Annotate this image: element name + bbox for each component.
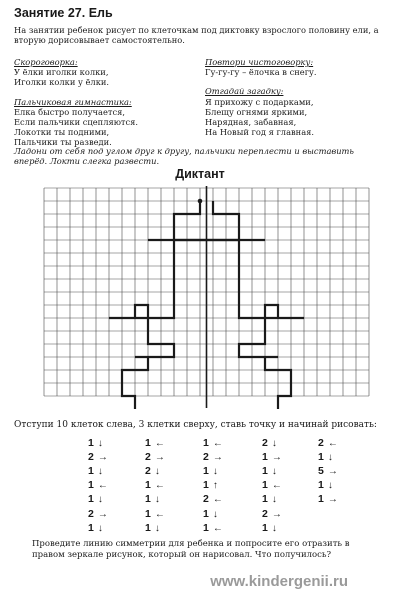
command-count: 1 <box>262 465 268 478</box>
dictation-command <box>145 479 165 491</box>
dictation-command <box>88 479 108 491</box>
dictation-command <box>318 493 338 505</box>
command-count: 1 <box>145 493 151 506</box>
dictation-command <box>203 522 223 534</box>
arrow-left-icon: ← <box>154 480 165 492</box>
command-count: 5 <box>318 465 324 478</box>
dictation-start-instruction: Отступи 10 клеток слева, 3 клетки сверху, ставь точку и начинай рисовать: <box>14 420 377 430</box>
command-count: 1 <box>88 493 94 506</box>
dictation-command <box>203 451 223 463</box>
arrow-right-icon: → <box>327 466 338 478</box>
arrow-left-icon: ← <box>154 508 165 520</box>
start-dot <box>198 199 203 204</box>
dictation-command <box>145 451 165 463</box>
arrow-down-icon: ↓ <box>327 480 333 492</box>
arrow-down-icon: ↓ <box>271 494 277 506</box>
dictation-command <box>318 451 333 463</box>
finger-gym-line: Если пальчики сцепляются. <box>14 117 139 128</box>
finger-gym-heading: Пальчиковая гимнастика: <box>14 96 132 107</box>
arrow-right-icon: → <box>327 494 338 506</box>
dictation-command <box>203 437 223 449</box>
command-count: 1 <box>88 479 94 492</box>
dictation-command <box>145 522 160 534</box>
command-count: 2 <box>262 437 268 449</box>
arrow-right-icon: → <box>97 452 108 464</box>
dictation-command <box>262 493 277 505</box>
command-count: 1 <box>318 479 324 492</box>
tongue-twister-line: Иголки колки у ёлки. <box>14 77 110 88</box>
command-count: 1 <box>145 521 151 534</box>
command-count: 1 <box>318 451 324 464</box>
finger-gym-line: Пальчики ты разведи. <box>14 137 112 148</box>
command-count: 1 <box>88 437 94 449</box>
command-count: 2 <box>88 507 94 520</box>
dictation-command <box>318 437 338 449</box>
arrow-down-icon: ↓ <box>271 438 277 449</box>
arrow-left-icon: ← <box>212 494 223 506</box>
command-count: 2 <box>203 451 209 464</box>
dictation-title: Диктант <box>175 167 225 181</box>
dictation-command <box>262 479 282 491</box>
command-count: 2 <box>262 507 268 520</box>
arrow-left-icon: ← <box>327 438 338 449</box>
arrow-left-icon: ← <box>154 438 165 449</box>
command-count: 1 <box>203 507 209 520</box>
dictation-closing: Проведите линию симметрии для ребенка и попросите его отразить в правом зеркале рисунок, который он нарисовал. Что получилось? <box>32 539 350 560</box>
patter-line: Гу-гу-гу – ёлочка в снегу. <box>205 67 317 78</box>
dictation-command <box>203 479 218 491</box>
dictation-command <box>145 465 160 477</box>
riddle-line: Я прихожу с подарками, <box>205 96 314 107</box>
dictation-command <box>203 465 218 477</box>
command-count: 2 <box>145 465 151 478</box>
arrow-right-icon: → <box>271 508 282 520</box>
command-count: 1 <box>145 479 151 492</box>
arrow-down-icon: ↓ <box>154 494 160 506</box>
arrow-down-icon: ↓ <box>212 466 218 478</box>
command-count: 1 <box>88 521 94 534</box>
dictation-command <box>262 522 277 534</box>
command-count: 1 <box>262 493 268 506</box>
riddle-heading: Отгадай загадку: <box>205 86 284 97</box>
arrow-down-icon: ↓ <box>271 466 277 478</box>
lesson-intro: На занятии ребенок рисует по клеточкам под диктовку взрослого половину ели, а вторую дорисовывает самостоятельно. <box>14 25 379 45</box>
finger-gym-instruction: Ладони от себя под углом друг к другу, пальчики переплести и выставить вперёд. Локти слегка развести. <box>14 146 354 167</box>
arrow-right-icon: → <box>97 508 108 520</box>
dictation-command <box>88 437 103 449</box>
arrow-down-icon: ↓ <box>212 508 218 520</box>
finger-gym-line: Локотки ты подними, <box>14 127 110 138</box>
dictation-command <box>203 508 218 520</box>
dictation-command <box>145 508 165 520</box>
tongue-twister-line: У ёлки иголки колки, <box>14 67 109 78</box>
command-count: 1 <box>145 507 151 520</box>
arrow-right-icon: → <box>212 452 223 464</box>
command-count: 1 <box>145 437 151 449</box>
tongue-twister-heading: Скороговорка: <box>14 57 78 67</box>
arrow-down-icon: ↓ <box>97 438 103 449</box>
finger-gym-line: Елка быстро получается, <box>14 106 126 117</box>
arrow-right-icon: → <box>271 452 282 464</box>
command-count: 1 <box>203 521 209 534</box>
command-count: 2 <box>145 451 151 464</box>
lesson-title: Занятие 27. Ель <box>14 6 113 20</box>
arrow-down-icon: ↓ <box>154 466 160 478</box>
arrow-down-icon: ↓ <box>154 522 160 534</box>
dictation-command <box>318 479 333 491</box>
command-count: 1 <box>88 465 94 478</box>
dictation-command <box>88 493 103 505</box>
arrow-up-icon: ↑ <box>212 480 218 492</box>
arrow-left-icon: ← <box>271 480 282 492</box>
dictation-command <box>88 508 108 520</box>
site-url: www.kindergenii.ru <box>210 573 348 590</box>
riddle-line: Блещу огнями яркими, <box>205 106 308 117</box>
arrow-left-icon: ← <box>97 480 108 492</box>
command-count: 2 <box>318 437 324 449</box>
riddle-line: На Новый год я главная. <box>205 127 315 138</box>
site-footer <box>0 573 400 590</box>
dictation-command <box>262 465 277 477</box>
command-count: 1 <box>203 479 209 492</box>
arrow-right-icon: → <box>154 452 165 464</box>
dictation-command <box>88 522 103 534</box>
command-count: 2 <box>203 493 209 506</box>
command-count: 1 <box>262 479 268 492</box>
command-count: 1 <box>318 493 324 506</box>
arrow-down-icon: ↓ <box>327 452 333 464</box>
command-count: 1 <box>203 465 209 478</box>
dictation-commands <box>0 437 400 537</box>
arrow-down-icon: ↓ <box>271 522 277 534</box>
dictation-command <box>88 451 108 463</box>
dictation-command <box>262 437 277 449</box>
patter-heading: Повтори чистоговорку: <box>205 57 314 67</box>
command-count: 1 <box>262 451 268 464</box>
dictation-command <box>262 451 282 463</box>
arrow-down-icon: ↓ <box>97 494 103 506</box>
riddle-line: Нарядная, забавная, <box>205 117 297 128</box>
arrow-down-icon: ↓ <box>97 522 103 534</box>
command-count: 1 <box>262 521 268 534</box>
arrow-down-icon: ↓ <box>97 466 103 478</box>
arrow-left-icon: ← <box>212 522 223 534</box>
dictation-command <box>318 465 338 477</box>
command-count: 2 <box>88 451 94 464</box>
arrow-left-icon: ← <box>212 438 223 449</box>
dictation-command <box>262 508 282 520</box>
dictation-command <box>145 493 160 505</box>
dictation-command <box>88 465 103 477</box>
command-count: 1 <box>203 437 209 449</box>
dictation-command <box>203 493 223 505</box>
dictation-command <box>145 437 165 449</box>
